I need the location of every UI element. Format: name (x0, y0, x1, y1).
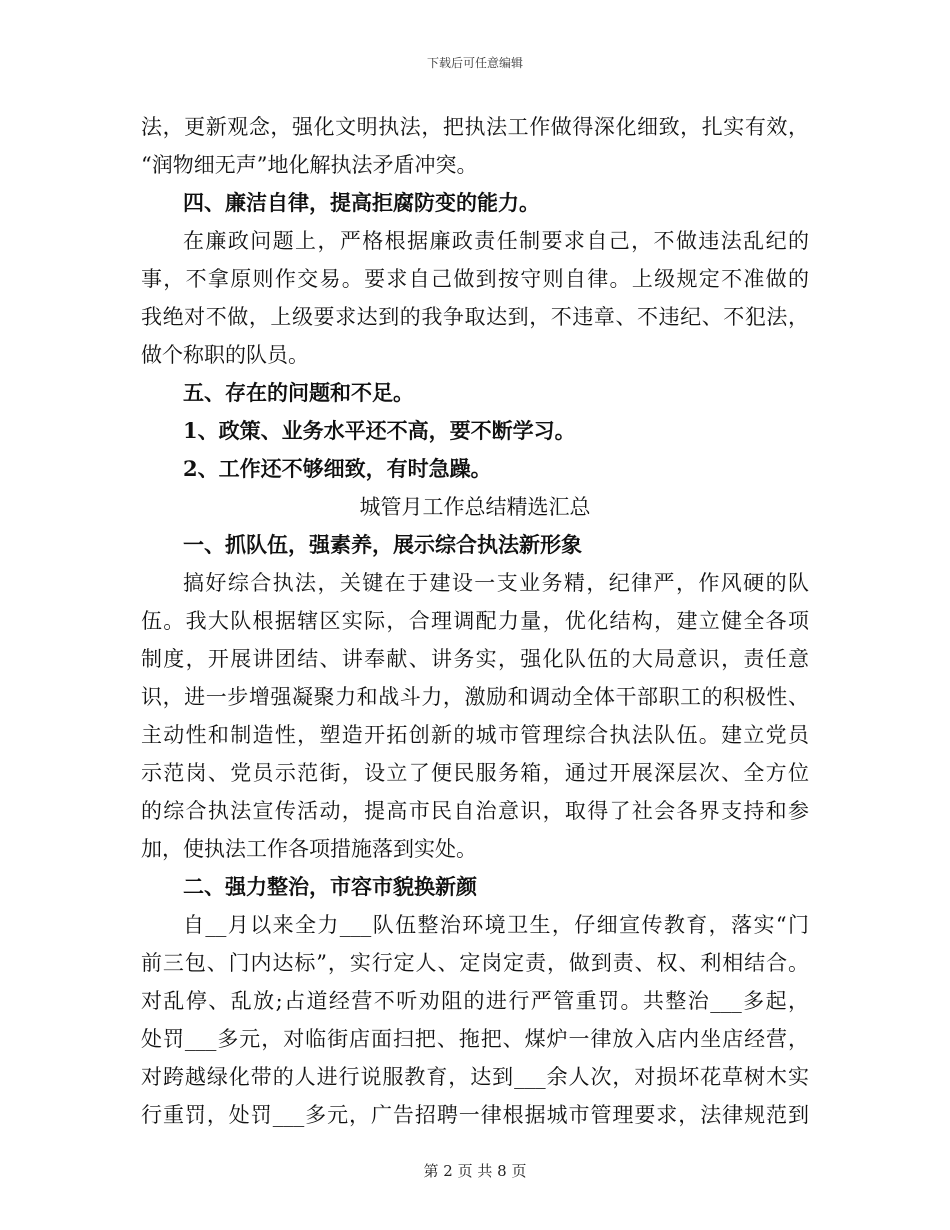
text-line: 伍。我大队根据辖区实际，合理调配力量，优化结构，建立健全各项 (141, 609, 809, 633)
section-heading: 一、抓队伍，强素养，展示综合执法新形象 (183, 532, 582, 557)
text-line: 前三包、门内达标”，实行定人、定岗定责，做到责、权、利相结合。 (141, 951, 809, 975)
document-title: 城管月工作总结精选汇总 (359, 495, 591, 519)
document-body (141, 108, 809, 1134)
text-line: 自__月以来全力___队伍整治环境卫生，仔细宣传教育，落实“门 (183, 913, 809, 937)
text-line: 对跨越绿化带的人进行说服教育，达到___余人次，对损坏花草树木实 (141, 1065, 809, 1089)
text-line: 事，不拿原则作交易。要求自己做到按守则自律。上级规定不准做的 (141, 267, 809, 291)
text-line: 识，进一步增强凝聚力和战斗力，激励和调动全体干部职工的积极性、 (141, 685, 809, 709)
text-line: “润物细无声”地化解执法矛盾冲突。 (141, 153, 478, 177)
text-line: 制度，开展讲团结、讲奉献、讲务实，强化队伍的大局意识，责任意 (141, 647, 809, 671)
text-line: 对乱停、乱放;占道经营不听劝阻的进行严管重罚。共整治___多起， (141, 989, 809, 1013)
page-number: 第 2 页 共 8 页 (423, 1162, 527, 1180)
text-line: 行重罚，处罚___多元，广告招聘一律根据城市管理要求，法律规范到 (141, 1103, 809, 1127)
text-line: 加，使执法工作各项措施落到实处。 (141, 837, 477, 861)
text-line: 搞好综合执法，关键在于建设一支业务精，纪律严，作风硬的队 (183, 571, 809, 595)
section-heading: 五、存在的问题和不足。 (183, 380, 414, 405)
text-line: 的综合执法宣传活动，提高市民自治意识，取得了社会各界支持和参 (141, 799, 809, 823)
text-line: 处罚___多元，对临街店面扫把、拖把、煤炉一律放入店内坐店经营， (141, 1027, 809, 1051)
text-line: 做个称职的队员。 (141, 343, 309, 367)
text-line: 我绝对不做，上级要求达到的我争取达到，不违章、不违纪、不犯法， (141, 305, 809, 329)
section-heading: 四、廉洁自律，提高拒腐防变的能力。 (183, 190, 540, 215)
text-line: 示范岗、党员示范街，设立了便民服务箱，通过开展深层次、全方位 (141, 761, 809, 785)
text-line: 在廉政问题上，严格根据廉政责任制要求自己，不做违法乱纪的 (183, 229, 809, 253)
text-line: 主动性和制造性，塑造开拓创新的城市管理综合执法队伍。建立党员 (141, 723, 809, 747)
section-heading: 二、强力整治，市容市貌换新颜 (183, 874, 477, 899)
list-item: 1、政策、业务水平还不高，要不断学习。 (183, 418, 576, 443)
header-note: 下载后可任意编辑 (426, 56, 523, 70)
list-item: 2、工作还不够细致，有时急躁。 (183, 456, 492, 481)
text-line: 法，更新观念，强化文明执法，把执法工作做得深化细致，扎实有效， (141, 115, 809, 139)
